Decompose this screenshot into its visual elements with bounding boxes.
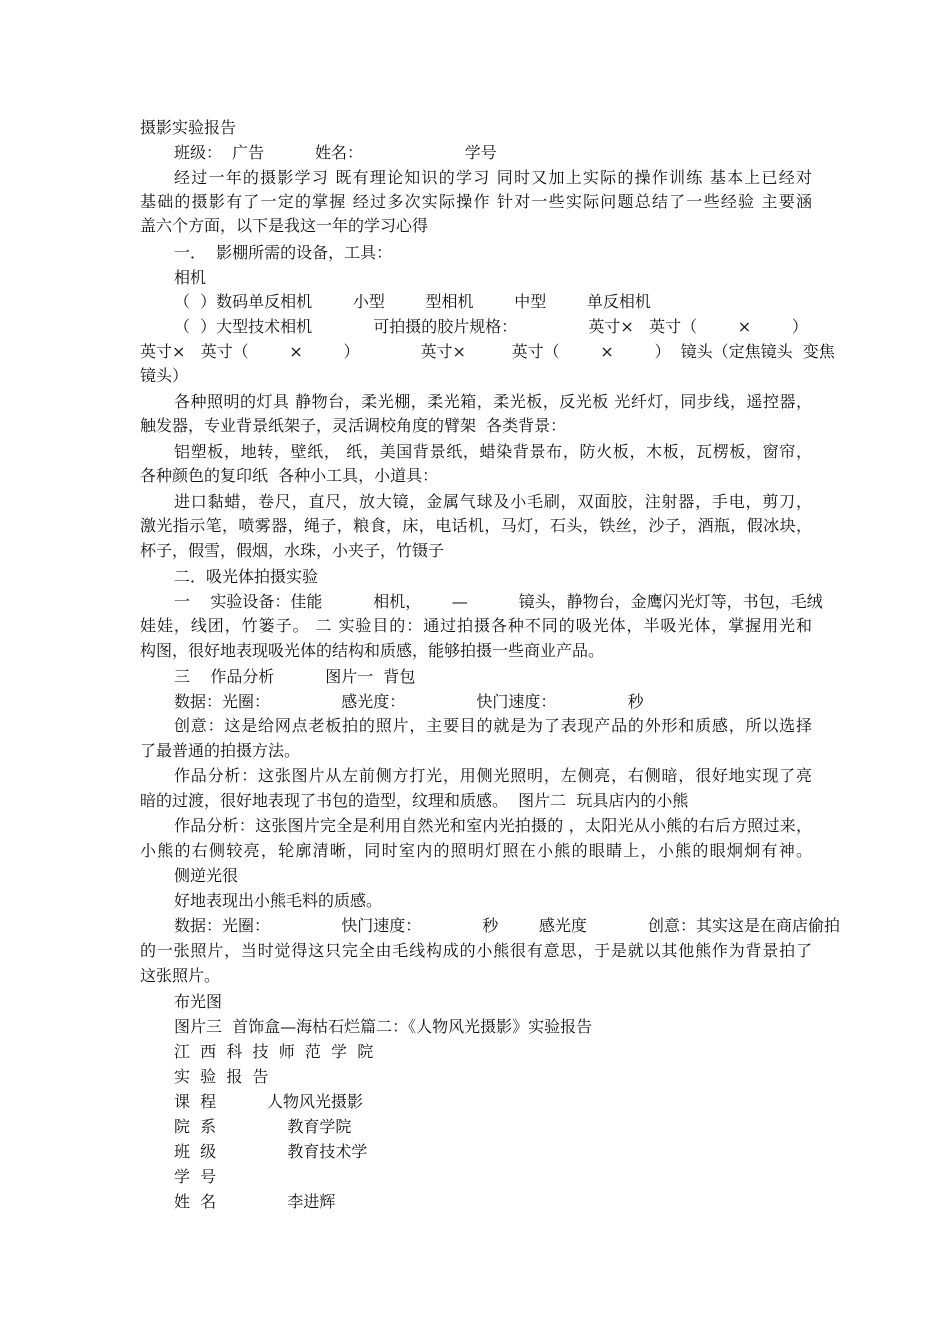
section-heading: 二．吸光体拍摄实验 — [174, 567, 319, 586]
paragraph-line: 触发器，专业背景纸架子，灵活调校角度的臂架 各类背景： — [140, 416, 567, 435]
paragraph-line: 了最普通的拍摄方法。 — [140, 741, 301, 760]
paragraph-line: 暗的过渡，很好地表现了书包的造型，纹理和质感。 图片二 玩具店内的小熊 — [140, 791, 689, 810]
paragraph-line: 铝塑板，地转，壁纸， 纸，美国背景纸，蜡染背景布，防火板，木板，瓦楞板，窗帘， — [174, 442, 812, 461]
student-name-field: 姓 名 李进辉 — [174, 1192, 336, 1211]
paragraph-line: 数据：光圈： 快门速度： 秒 感光度 创意：其实这是在商店偷拍 — [174, 916, 840, 935]
course-field: 课 程 人物风光摄影 — [174, 1092, 364, 1111]
paragraph-line: 的一张照片，当时觉得这只完全由毛线构成的小熊很有意思，于是就以其他熊作为背景拍了 — [140, 941, 812, 960]
paragraph-line: 数据：光圈： 感光度： 快门速度： 秒 — [174, 692, 644, 711]
paragraph-line: 创意：这是给网点老板拍的照片，主要目的就是为了表现产品的外形和质感，所以选择 — [174, 716, 812, 735]
paragraph-line: 娃娃，线团，竹篓子。 二 实验目的：通过拍摄各种不同的吸光体，半吸光体，掌握用光和 — [140, 616, 812, 635]
section-heading: 一． 影棚所需的设备，工具： — [174, 243, 393, 262]
doc-title: 摄影实验报告 — [140, 118, 237, 137]
paragraph-line: 小熊的右侧较亮，轮廓清晰，同时室内的照明灯照在小熊的眼睛上，小熊的眼炯炯有神。 — [140, 841, 812, 860]
paragraph-line: 侧逆光很 — [174, 866, 239, 885]
paragraph-line: 好地表现出小熊毛料的质感。 — [174, 891, 383, 910]
paragraph-line: 进口黏蜡，卷尺，直尺，放大镜，金属气球及小毛刷，双面胶，注射器，手电，剪刀， — [174, 492, 812, 511]
paragraph-line: 激光指示笔，喷雾器，绳子，粮食，床，电话机，马灯，石头，铁丝，沙子，酒瓶，假冰块， — [140, 516, 812, 535]
report-title: 实 验 报 告 — [174, 1067, 269, 1086]
paragraph-line: 作品分析：这张图片完全是利用自然光和室内光拍摄的 ，太阳光从小熊的右后方照过来， — [174, 816, 812, 835]
section-heading: 图片三 首饰盒—海枯石烂篇二：《人物风光摄影》实验报告 — [174, 1017, 593, 1036]
student-id-field: 学 号 — [174, 1167, 217, 1186]
paragraph-line: （ ）大型技术相机 可拍摄的胶片规格： 英寸× 英寸（ × ） — [174, 317, 808, 336]
paragraph-line: 英寸× 英寸（ × ） 英寸× 英寸（ × ） 镜头（定焦镜头 变焦 — [140, 342, 835, 361]
paragraph-line: 一 实验设备：佳能 相机， — 镜头，静物台，金鹰闪光灯等，书包，毛绒 — [174, 592, 823, 611]
department-field: 院 系 教育学院 — [174, 1117, 352, 1136]
paragraph-line: 各种颜色的复印纸 各种小工具，小道具： — [140, 466, 439, 485]
paragraph-line: 基础的摄影有了一定的掌握 经过多次实际操作 针对一些实际问题总结了一些经验 主要涵 — [140, 192, 812, 211]
section-heading: 三 作品分析 图片一 背包 — [174, 667, 416, 686]
paragraph-line: 盖六个方面，以下是我这一年的学习心得 — [140, 216, 429, 235]
paragraph-line: 镜头） — [140, 366, 189, 385]
school-name: 江 西 科 技 师 范 学 院 — [174, 1042, 374, 1061]
paragraph-line: 各种照明的灯具 静物台，柔光棚，柔光箱，柔光板，反光板 光纤灯，同步线，遥控器， — [174, 392, 812, 411]
paragraph-line: 布光图 — [174, 992, 223, 1011]
paragraph-line: 杯子，假雪，假烟，水珠，小夹子，竹镊子 — [140, 541, 445, 560]
paragraph-line: （ ）数码单反相机 小型 型相机 中型 单反相机 — [174, 292, 651, 311]
paragraph-line: 相机 — [174, 268, 207, 287]
paragraph-line: 构图，很好地表现吸光体的结构和质感，能够拍摄一些商业产品。 — [140, 641, 605, 660]
paragraph-line: 经过一年的摄影学习 既有理论知识的学习 同时又加上实际的操作训练 基本上已经对 — [174, 168, 812, 187]
paragraph-line: 作品分析：这张图片从左前侧方打光，用侧光照明，左侧亮，右侧暗，很好地实现了亮 — [174, 766, 812, 785]
paragraph-line: 这张照片。 — [140, 966, 221, 985]
class-field: 班 级 教育技术学 — [174, 1142, 368, 1161]
class-name-id-line: 班级： 广告 姓名： 学号 — [174, 143, 497, 162]
